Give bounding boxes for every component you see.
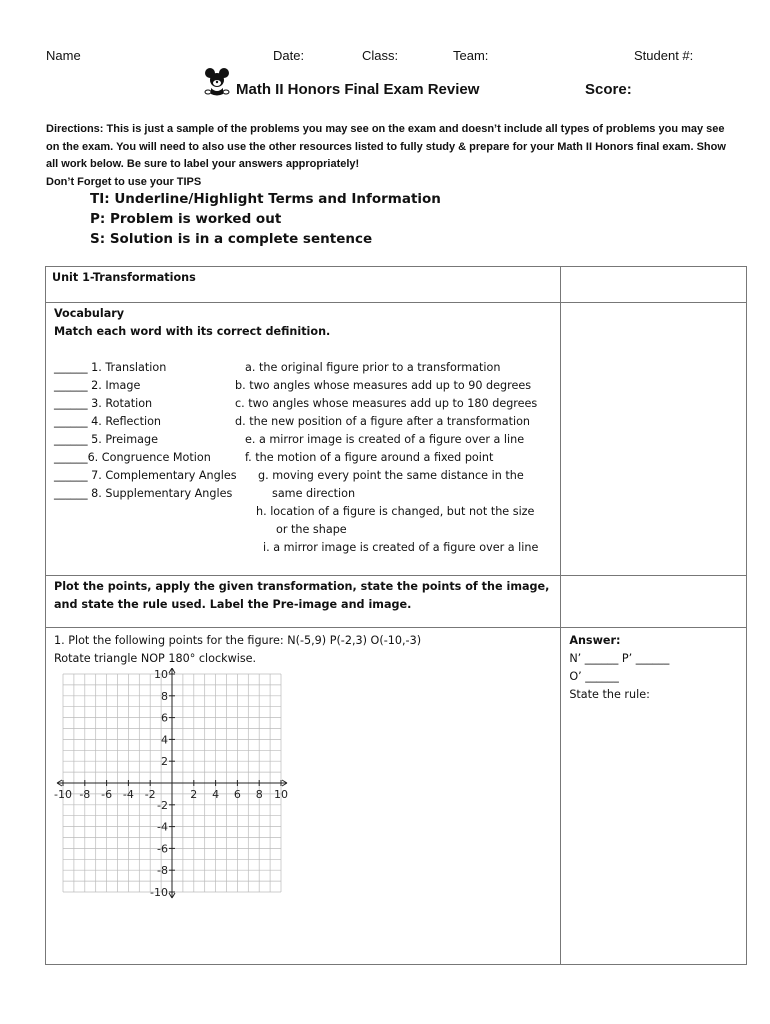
definition-item: g. moving every point the same distance in the xyxy=(258,469,524,482)
tip-s: S: Solution is in a complete sentence xyxy=(90,231,373,247)
problem-1 xyxy=(46,628,561,965)
answer-cell xyxy=(561,303,747,576)
definition-item: i. a mirror image is created of a figure over a line xyxy=(263,541,539,554)
term-item: ______ 1. Translation xyxy=(54,361,167,374)
coordinate-grid xyxy=(53,668,297,904)
directions-text: Directions: This is just a sample of the problems you may see on the exam and doesn’t include all types of problems you may see on the exam. You will need to also use the other resources listed to fully study & prepare for your Math II Honors final exam. Show all work below. Be sure to label your answers appropriately! xyxy=(46,123,726,170)
y-tick-label: -8 xyxy=(157,864,168,878)
x-tick-label: 2 xyxy=(190,788,198,801)
vocab-instruction: Match each word with its correct definition. xyxy=(54,325,331,338)
term-item: ______6. Congruence Motion xyxy=(54,451,211,464)
mickey-mouse-icon xyxy=(203,67,231,97)
answer-cell xyxy=(561,267,747,303)
problem-text: 1. Plot the following points for the figure: N(-5,9) P(-2,3) O(-10,-3) xyxy=(54,634,422,647)
plot-instruction-line: Plot the points, apply the given transformation, state the points of the image, xyxy=(54,580,550,593)
term-item: ______ 8. Supplementary Angles xyxy=(54,487,233,500)
problem-text: Rotate triangle NOP 180° clockwise. xyxy=(54,652,257,665)
tip-p: P: Problem is worked out xyxy=(90,211,282,227)
term-item: ______ 7. Complementary Angles xyxy=(54,469,237,482)
x-tick-label: -2 xyxy=(144,788,156,801)
class-label: Class: xyxy=(362,48,399,63)
definition-item: e. a mirror image is created of a figure over a line xyxy=(245,433,525,446)
x-tick-label: -4 xyxy=(122,788,134,801)
x-tick-label: 6 xyxy=(233,788,241,801)
x-tick-label: -10 xyxy=(54,788,72,801)
y-tick-label: 8 xyxy=(161,689,168,703)
directions xyxy=(46,121,736,191)
definition-item: or the shape xyxy=(276,523,347,536)
definition-item: same direction xyxy=(272,487,356,500)
student-number-label: Student #: xyxy=(634,48,694,63)
tips-intro: Don’t Forget to use your TIPS xyxy=(46,175,202,188)
review-table xyxy=(45,266,747,965)
term-item: ______ 2. Image xyxy=(54,379,141,392)
team-label: Team: xyxy=(453,48,489,63)
x-tick-label: 8 xyxy=(255,788,263,801)
term-item: ______ 3. Rotation xyxy=(54,397,153,410)
answer-rule: State the rule: xyxy=(569,688,650,701)
x-tick-label: -6 xyxy=(101,788,113,801)
answer-box xyxy=(561,628,747,965)
y-tick-label: -10 xyxy=(150,886,168,899)
x-tick-label: 4 xyxy=(212,788,220,801)
y-tick-label: 2 xyxy=(161,755,168,769)
definition-item: f. the motion of a figure around a fixed point xyxy=(245,451,494,464)
y-tick-label: -6 xyxy=(157,842,168,856)
name-label: Name xyxy=(46,48,81,63)
x-tick-label: -8 xyxy=(79,788,91,801)
answer-cell xyxy=(561,576,747,628)
answer-line: O’ ______ xyxy=(569,670,619,683)
vocab-title: Vocabulary xyxy=(54,307,125,320)
answer-line: N’ ______ P’ ______ xyxy=(569,652,670,665)
term-item: ______ 4. Reflection xyxy=(54,415,162,428)
date-label: Date: xyxy=(273,48,305,63)
definition-item: h. location of a figure is changed, but not the size xyxy=(256,505,535,518)
y-tick-label: -2 xyxy=(157,798,168,812)
plot-instructions xyxy=(46,576,561,628)
y-tick-label: -4 xyxy=(157,820,168,834)
y-tick-label: 4 xyxy=(161,733,168,747)
definition-item: c. two angles whose measures add up to 180 degrees xyxy=(235,397,538,410)
y-tick-label: 6 xyxy=(161,711,168,725)
y-tick-label: 10 xyxy=(154,668,168,681)
definition-item: b. two angles whose measures add up to 90 degrees xyxy=(235,379,532,392)
tip-ti: TI: Underline/Highlight Terms and Information xyxy=(90,191,441,207)
answer-label: Answer: xyxy=(569,634,621,647)
page-title: Math II Honors Final Exam Review xyxy=(236,81,480,98)
unit-title: Unit 1-Transformations xyxy=(52,271,196,284)
x-tick-label: 10 xyxy=(274,788,288,801)
definition-item: d. the new position of a figure after a transformation xyxy=(235,415,531,428)
vocabulary-section xyxy=(46,303,561,576)
definition-item: a. the original figure prior to a transformation xyxy=(245,361,501,374)
score-label: Score: xyxy=(585,81,632,98)
term-item: ______ 5. Preimage xyxy=(54,433,158,446)
plot-instruction-line: and state the rule used. Label the Pre-image and image. xyxy=(54,598,412,611)
